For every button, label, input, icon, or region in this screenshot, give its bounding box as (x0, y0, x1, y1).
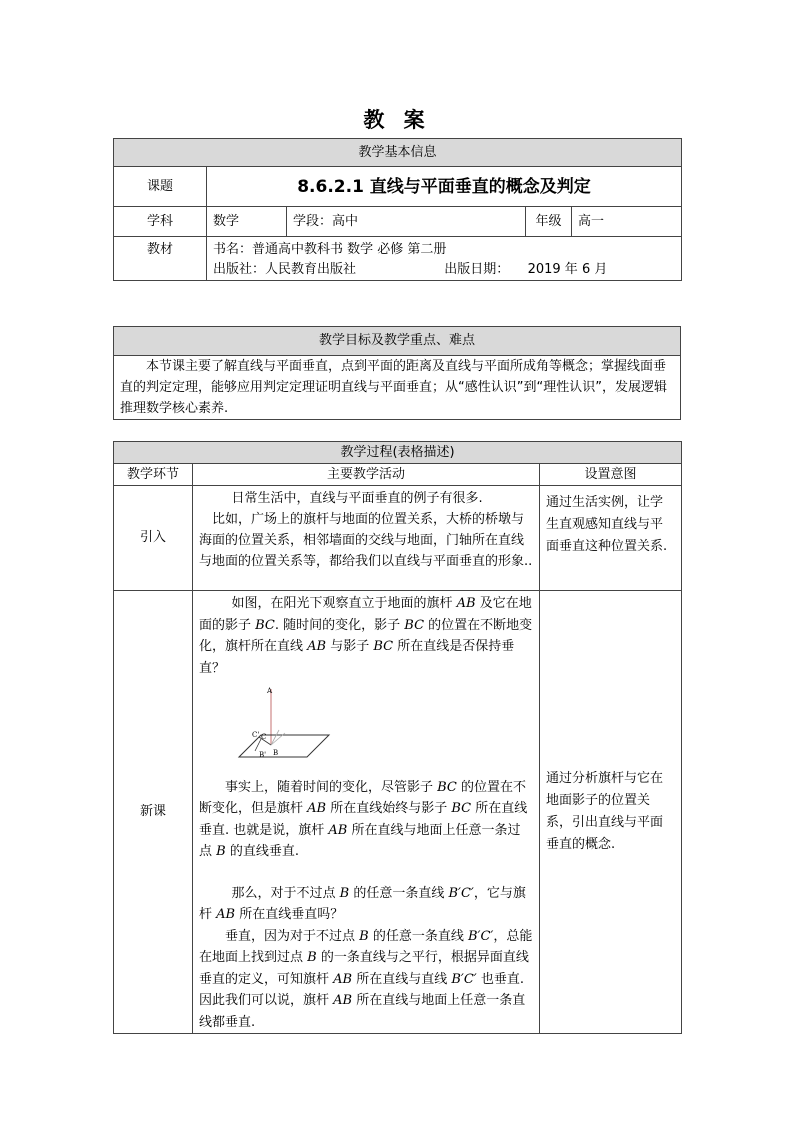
math-bpcp: B′C′ (451, 971, 477, 987)
text-run: 及它在地面的影子 (199, 596, 532, 633)
document-title: 教 案 (363, 108, 431, 132)
newlesson-a2 (199, 926, 533, 1034)
col-stage: 教学环节 (114, 464, 193, 486)
book-name: 书名：普通高中教科书 数学 必修 第二册 (213, 241, 447, 257)
grade-label: 年级 (526, 207, 572, 237)
topic-label: 课题 (114, 167, 207, 207)
text-run: 事实上，随着时间的变化，尽管影子 (225, 779, 438, 795)
subject-value: 数学 (207, 207, 287, 237)
publisher: 出版社：人民教育出版社 (213, 261, 357, 277)
newlesson-intent: 通过分析旗杆与它在地面影子的位置关系，引出直线与平面垂直的概念. (540, 591, 682, 1034)
text-run: 所在直线与地面上任意一条直线都垂直. (199, 993, 526, 1030)
math-ab: AB (333, 971, 353, 987)
publisher-line (213, 260, 675, 280)
label-c: C (261, 733, 267, 741)
math-ab: AB (216, 907, 236, 922)
intro-stage: 引入 (114, 486, 193, 591)
text-run: 的位置在不断变化，但是旗杆 (199, 779, 527, 816)
newlesson-q1 (199, 593, 533, 679)
text-run: 所在直线是否保持垂直？ (199, 639, 515, 676)
math-b: B (339, 885, 350, 901)
newlesson-q2 (199, 883, 533, 926)
text-run: 的一条直线与之平行，根据异面直线垂直的定义，可知旗杆 (199, 950, 529, 987)
text-run: 所在直线垂直吗？ (235, 907, 344, 922)
math-bpcp: B′C′ (448, 885, 474, 901)
text-run: 的任意一条直线 (349, 885, 449, 901)
label-bprime: B' (259, 751, 267, 759)
flagpole-figure (219, 685, 339, 765)
math-b: B (307, 950, 317, 965)
text-run: 的任意一条直线 (368, 928, 468, 944)
process-table (113, 441, 682, 1034)
text-run: 所在直线始终与影子 (326, 801, 452, 816)
col-intent: 设置意图 (540, 464, 682, 486)
goals-body (114, 356, 681, 420)
basic-info-table (113, 138, 682, 281)
goals-table (113, 326, 681, 420)
text-run: 如图，在阳光下观察直立于地面的旗杆 (231, 596, 457, 611)
newlesson-fact (199, 777, 533, 863)
intro-intent: 通过生活实例，让学生直观感知直线与平面垂直这种位置关系. (540, 486, 682, 591)
text-run: 也垂直. 因此我们可以说，旗杆 (199, 971, 525, 1008)
publish-date-value: 2019 年 6 月 (527, 261, 608, 277)
math-b: B (359, 928, 369, 944)
textbook-info (207, 237, 682, 281)
stage-value: 学段：高中 (287, 207, 526, 237)
math-b: B (216, 844, 226, 859)
math-ab: AB (456, 596, 476, 611)
text-run: 那么，对于不过点 (231, 885, 340, 901)
text-run: 所在直线与直线 (352, 971, 452, 987)
label-a: A (267, 687, 273, 695)
basic-info-header: 教学基本信息 (114, 139, 682, 167)
process-header: 教学过程(表格描述) (114, 442, 682, 464)
math-ab: AB (307, 639, 327, 654)
text-run: 的直线垂直. (225, 844, 299, 859)
subject-label: 学科 (114, 207, 207, 237)
textbook-label: 教材 (114, 237, 207, 281)
math-bc: BC (451, 801, 472, 816)
label-cprime: C' (252, 731, 260, 739)
math-bc: BC (404, 617, 425, 633)
grade-value: 高一 (572, 207, 682, 237)
text-run: . 随时间的变化，影子 (274, 617, 405, 633)
intro-p1: 日常生活中，直线与平面垂直的例子有很多. (231, 491, 483, 506)
math-ab: AB (328, 822, 348, 838)
topic-value: 8.6.2.1 直线与平面垂直的概念及判定 (207, 167, 682, 207)
goals-header: 教学目标及教学重点、难点 (114, 327, 681, 356)
newlesson-activity (193, 591, 540, 1034)
text-run: 所在直线与地面上任意一条过点 (199, 822, 521, 859)
goals-text: 本节课主要了解直线与平面垂直，点到平面的距离及直线与平面所成角等概念；掌握线面垂直的判定定理，能够应用判定定理证明直线与平面垂直；从“感性认识”到“理性认识”，发展逻辑推理数学核心素养. (120, 359, 667, 416)
label-b: B (273, 749, 279, 757)
text-run: 所在直线垂直. 也就是说，旗杆 (199, 801, 528, 838)
text-run: 与影子 (326, 639, 374, 654)
ray-line (271, 730, 279, 745)
math-bc: BC (255, 617, 275, 633)
text-run: ，它与旗杆 (199, 885, 526, 922)
math-bc: BC (373, 639, 394, 654)
col-activity: 主要教学活动 (193, 464, 540, 486)
math-ab: AB (307, 801, 327, 816)
text-run: ，总能在地面上找到过点 (199, 928, 533, 965)
intro-p2: 比如，广场上的旗杆与地面的位置关系，大桥的桥墩与海面的位置关系，相邻墙面的交线与地面，门轴所在直线与地面的位置关系等，都给我们以直线与平面垂直的形象.. (199, 512, 533, 569)
text-run: 垂直，因为对于不过点 (225, 928, 360, 944)
newlesson-stage: 新课 (114, 591, 193, 1034)
math-ab: AB (333, 993, 353, 1008)
math-bc: BC (437, 779, 457, 795)
intro-activity (193, 486, 540, 591)
publish-date-label: 出版日期： (444, 261, 510, 277)
math-bpcp: B′C′ (467, 928, 494, 944)
text-run: 的位置在不断地变化，旗杆所在直线 (199, 617, 533, 654)
